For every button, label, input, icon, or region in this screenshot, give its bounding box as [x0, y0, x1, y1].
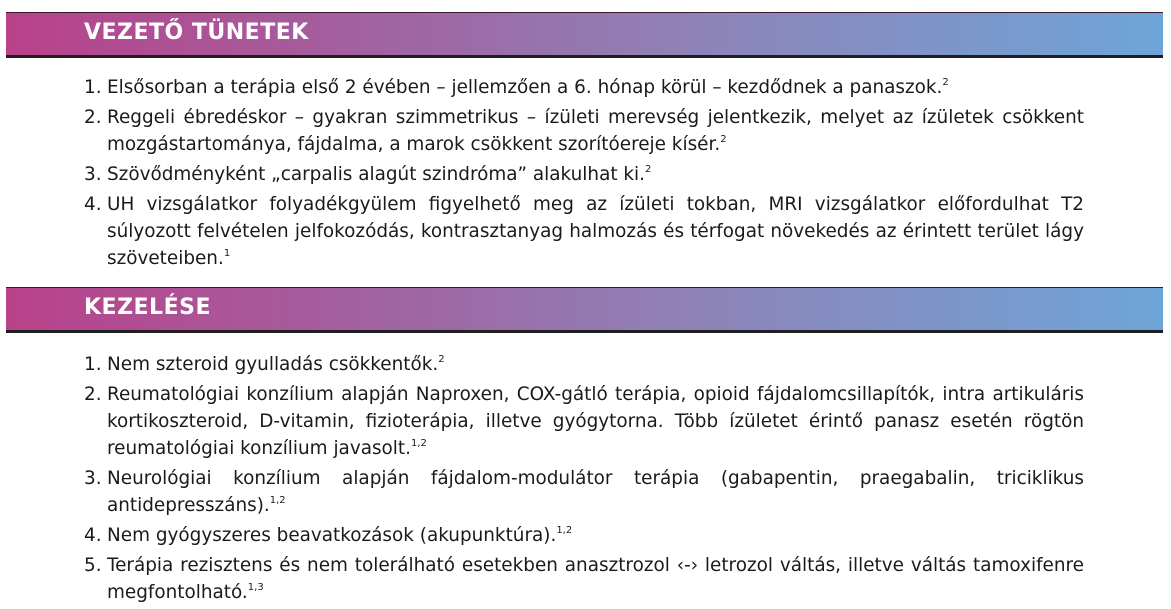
section-header-treatment — [6, 287, 1163, 333]
item-number: 3. — [84, 164, 102, 185]
list-item — [84, 522, 1084, 552]
item-text: Terápia rezisztens és nem tolerálható esetekben anasztrozol ‹-› letrozol váltás, illetve váltás tamoxifenre megfontolható. — [107, 555, 1084, 603]
section-title: VEZETŐ TÜNETEK — [84, 20, 309, 45]
item-number: 4. — [84, 194, 102, 215]
reference-marker: 2 — [720, 134, 727, 145]
item-text: Reggeli ébredéskor – gyakran szimmetrikus – ízületi merevség jelentkezik, melyet az ízületek csökkent mozgástartománya, fájdalma, a marok csökkent szorítóereje kísér. — [107, 107, 1084, 155]
reference-marker: 2 — [645, 164, 652, 175]
item-number: 1. — [84, 354, 102, 375]
item-number: 2. — [84, 107, 102, 128]
item-number: 2. — [84, 384, 102, 405]
list-item — [84, 104, 1084, 161]
reference-marker: 2 — [438, 354, 445, 365]
list-item — [84, 191, 1084, 275]
item-text: Reumatológiai konzílium alapján Naproxen, COX-gátló terápia, opioid fájdalomcsillapítók, intra artikuláris kortikoszteroid, D-vitamin, fizioterápia, illetve gyógytorna. Több ízületet érintő panasz esetén rögtön reumatológiai konzílium javasolt. — [107, 384, 1084, 459]
item-number: 1. — [84, 77, 102, 98]
list-item — [84, 74, 1084, 104]
item-text: Nem szteroid gyulladás csökkentők. — [107, 354, 439, 375]
section-header-leading-symptoms — [6, 12, 1163, 58]
item-text: Nem gyógyszeres beavatkozások (akupunktúra). — [107, 525, 557, 546]
section-title: KEZELÉSE — [84, 295, 211, 320]
item-text: Szövődményként „carpalis alagút szindróma” alakulhat ki. — [107, 164, 645, 185]
list-item — [84, 465, 1084, 522]
reference-marker: 1,2 — [410, 438, 427, 449]
list-item — [84, 161, 1084, 191]
item-text: Neurológiai konzílium alapján fájdalom-modulátor terápia (gabapentin, praegabalin, triciklikus antidepresszáns). — [107, 468, 1084, 516]
list-item — [84, 381, 1084, 465]
item-number: 4. — [84, 525, 102, 546]
treatment-list — [84, 351, 1084, 609]
item-text: UH vizsgálatkor folyadékgyülem figyelhető meg az ízületi tokban, MRI vizsgálatkor előfordulhat T2 súlyozott felvételen jelfokozódás, kontrasztanyag halmozás és térfogat növekedés az érintett terület lágy szöveteiben. — [107, 194, 1084, 269]
reference-marker: 1,2 — [556, 525, 573, 536]
list-item — [84, 351, 1084, 381]
reference-marker: 1,2 — [269, 495, 286, 506]
reference-marker: 1,3 — [247, 582, 264, 593]
item-number: 5. — [84, 555, 102, 576]
symptoms-list — [84, 74, 1084, 275]
reference-marker: 1 — [223, 248, 231, 259]
item-text: Elsősorban a terápia első 2 évében – jellemzően a 6. hónap körül – kezdődnek a panaszok. — [107, 77, 943, 98]
list-item — [84, 552, 1084, 609]
reference-marker: 2 — [942, 77, 949, 88]
item-number: 3. — [84, 468, 102, 489]
